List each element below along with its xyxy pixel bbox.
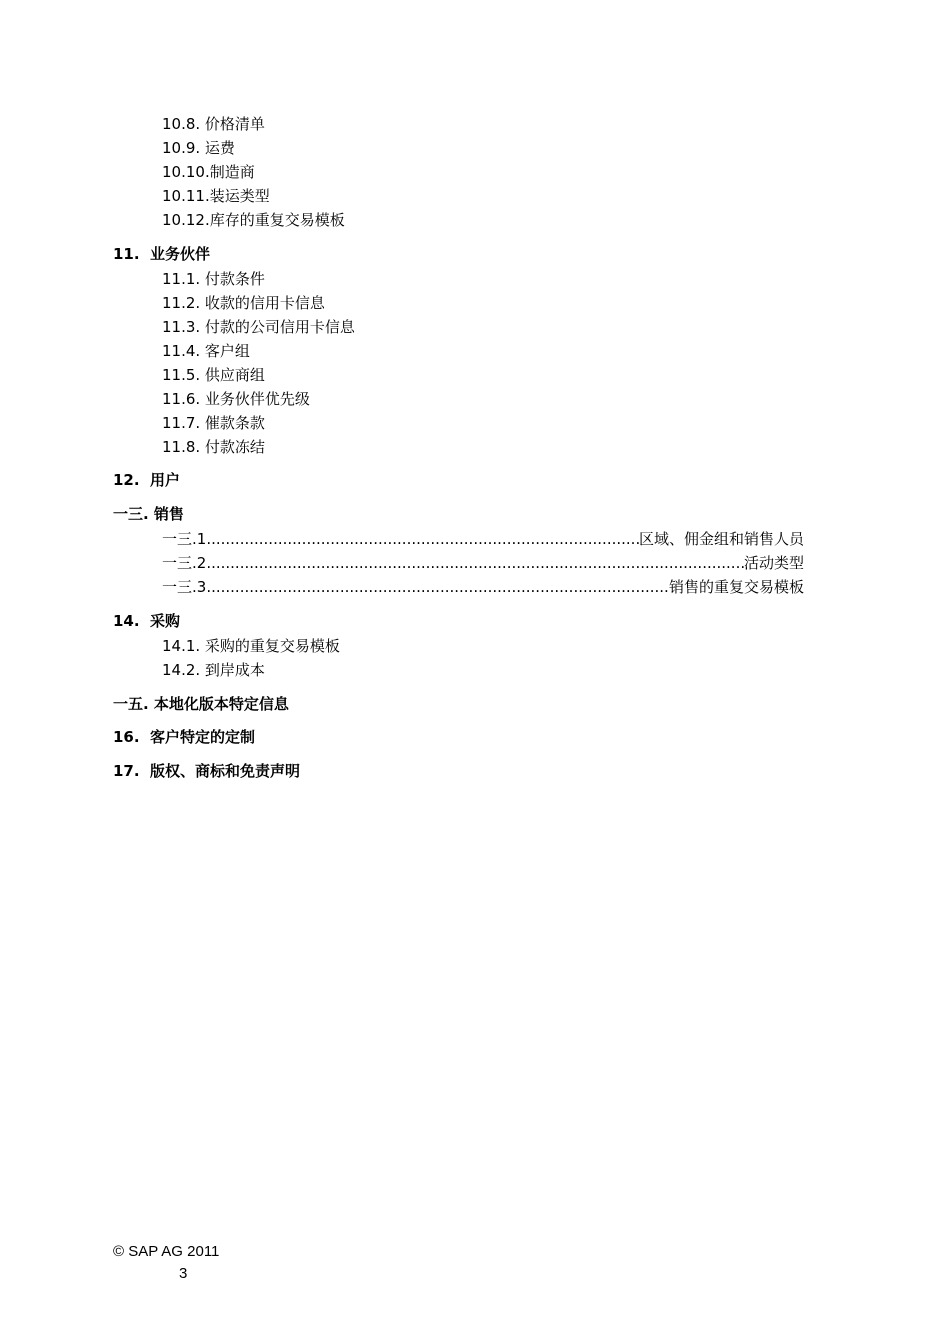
toc-item[interactable]: 11.7. 催款条款: [162, 414, 265, 432]
dot-leader: [206, 552, 744, 574]
toc-item[interactable]: 14.1. 采购的重复交易模板: [162, 637, 340, 655]
section-number: 16.: [113, 728, 140, 746]
toc-item[interactable]: 10.12.库存的重复交易模板: [162, 211, 345, 229]
toc-section-14[interactable]: [113, 610, 180, 632]
toc-item[interactable]: 11.8. 付款冻结: [162, 438, 265, 456]
page-number: 3: [179, 1265, 188, 1282]
item-number: 一三.2: [162, 554, 207, 572]
toc-item[interactable]: 10.10.制造商: [162, 163, 255, 181]
toc-section-12[interactable]: [113, 469, 180, 491]
toc-section-13[interactable]: 一三. 销售: [113, 505, 184, 523]
toc-section-16[interactable]: [113, 726, 255, 748]
section-title: 业务伙伴: [150, 245, 211, 263]
toc-item-dotted[interactable]: [162, 576, 804, 598]
toc-section-15[interactable]: 一五. 本地化版本特定信息: [113, 695, 289, 713]
toc-item[interactable]: 11.5. 供应商组: [162, 366, 265, 384]
section-title: 采购: [150, 612, 181, 630]
item-title: 销售的重复交易模板: [668, 578, 804, 596]
section-number: 11.: [113, 245, 140, 263]
toc-item[interactable]: 10.9. 运费: [162, 139, 235, 157]
toc-item[interactable]: 14.2. 到岸成本: [162, 661, 265, 679]
dot-leader: [206, 576, 669, 598]
toc-item[interactable]: 11.4. 客户组: [162, 342, 250, 360]
section-number: 14.: [113, 612, 140, 630]
item-number: 一三.1: [162, 530, 207, 548]
toc-item-dotted[interactable]: [162, 528, 804, 550]
footer-copyright: © SAP AG 2011: [113, 1243, 220, 1260]
section-title: 版权、商标和免责声明: [150, 762, 301, 780]
toc-item[interactable]: 10.11.装运类型: [162, 187, 270, 205]
item-title: 区域、佣金组和销售人员: [638, 530, 804, 548]
section-number: 12.: [113, 471, 140, 489]
section-title: 客户特定的定制: [150, 728, 256, 746]
toc-item[interactable]: 11.2. 收款的信用卡信息: [162, 294, 325, 312]
toc-section-11[interactable]: [113, 243, 210, 265]
toc-section-17[interactable]: [113, 760, 300, 782]
toc-item[interactable]: 11.1. 付款条件: [162, 270, 265, 288]
section-title: 用户: [150, 471, 181, 489]
dot-leader: [206, 528, 639, 550]
toc-item[interactable]: 11.3. 付款的公司信用卡信息: [162, 318, 355, 336]
toc-item-dotted[interactable]: [162, 552, 804, 574]
toc-item[interactable]: 10.8. 价格清单: [162, 115, 265, 133]
item-number: 一三.3: [162, 578, 207, 596]
section-number: 17.: [113, 762, 140, 780]
item-title: 活动类型: [743, 554, 804, 572]
toc-item[interactable]: 11.6. 业务伙伴优先级: [162, 390, 310, 408]
